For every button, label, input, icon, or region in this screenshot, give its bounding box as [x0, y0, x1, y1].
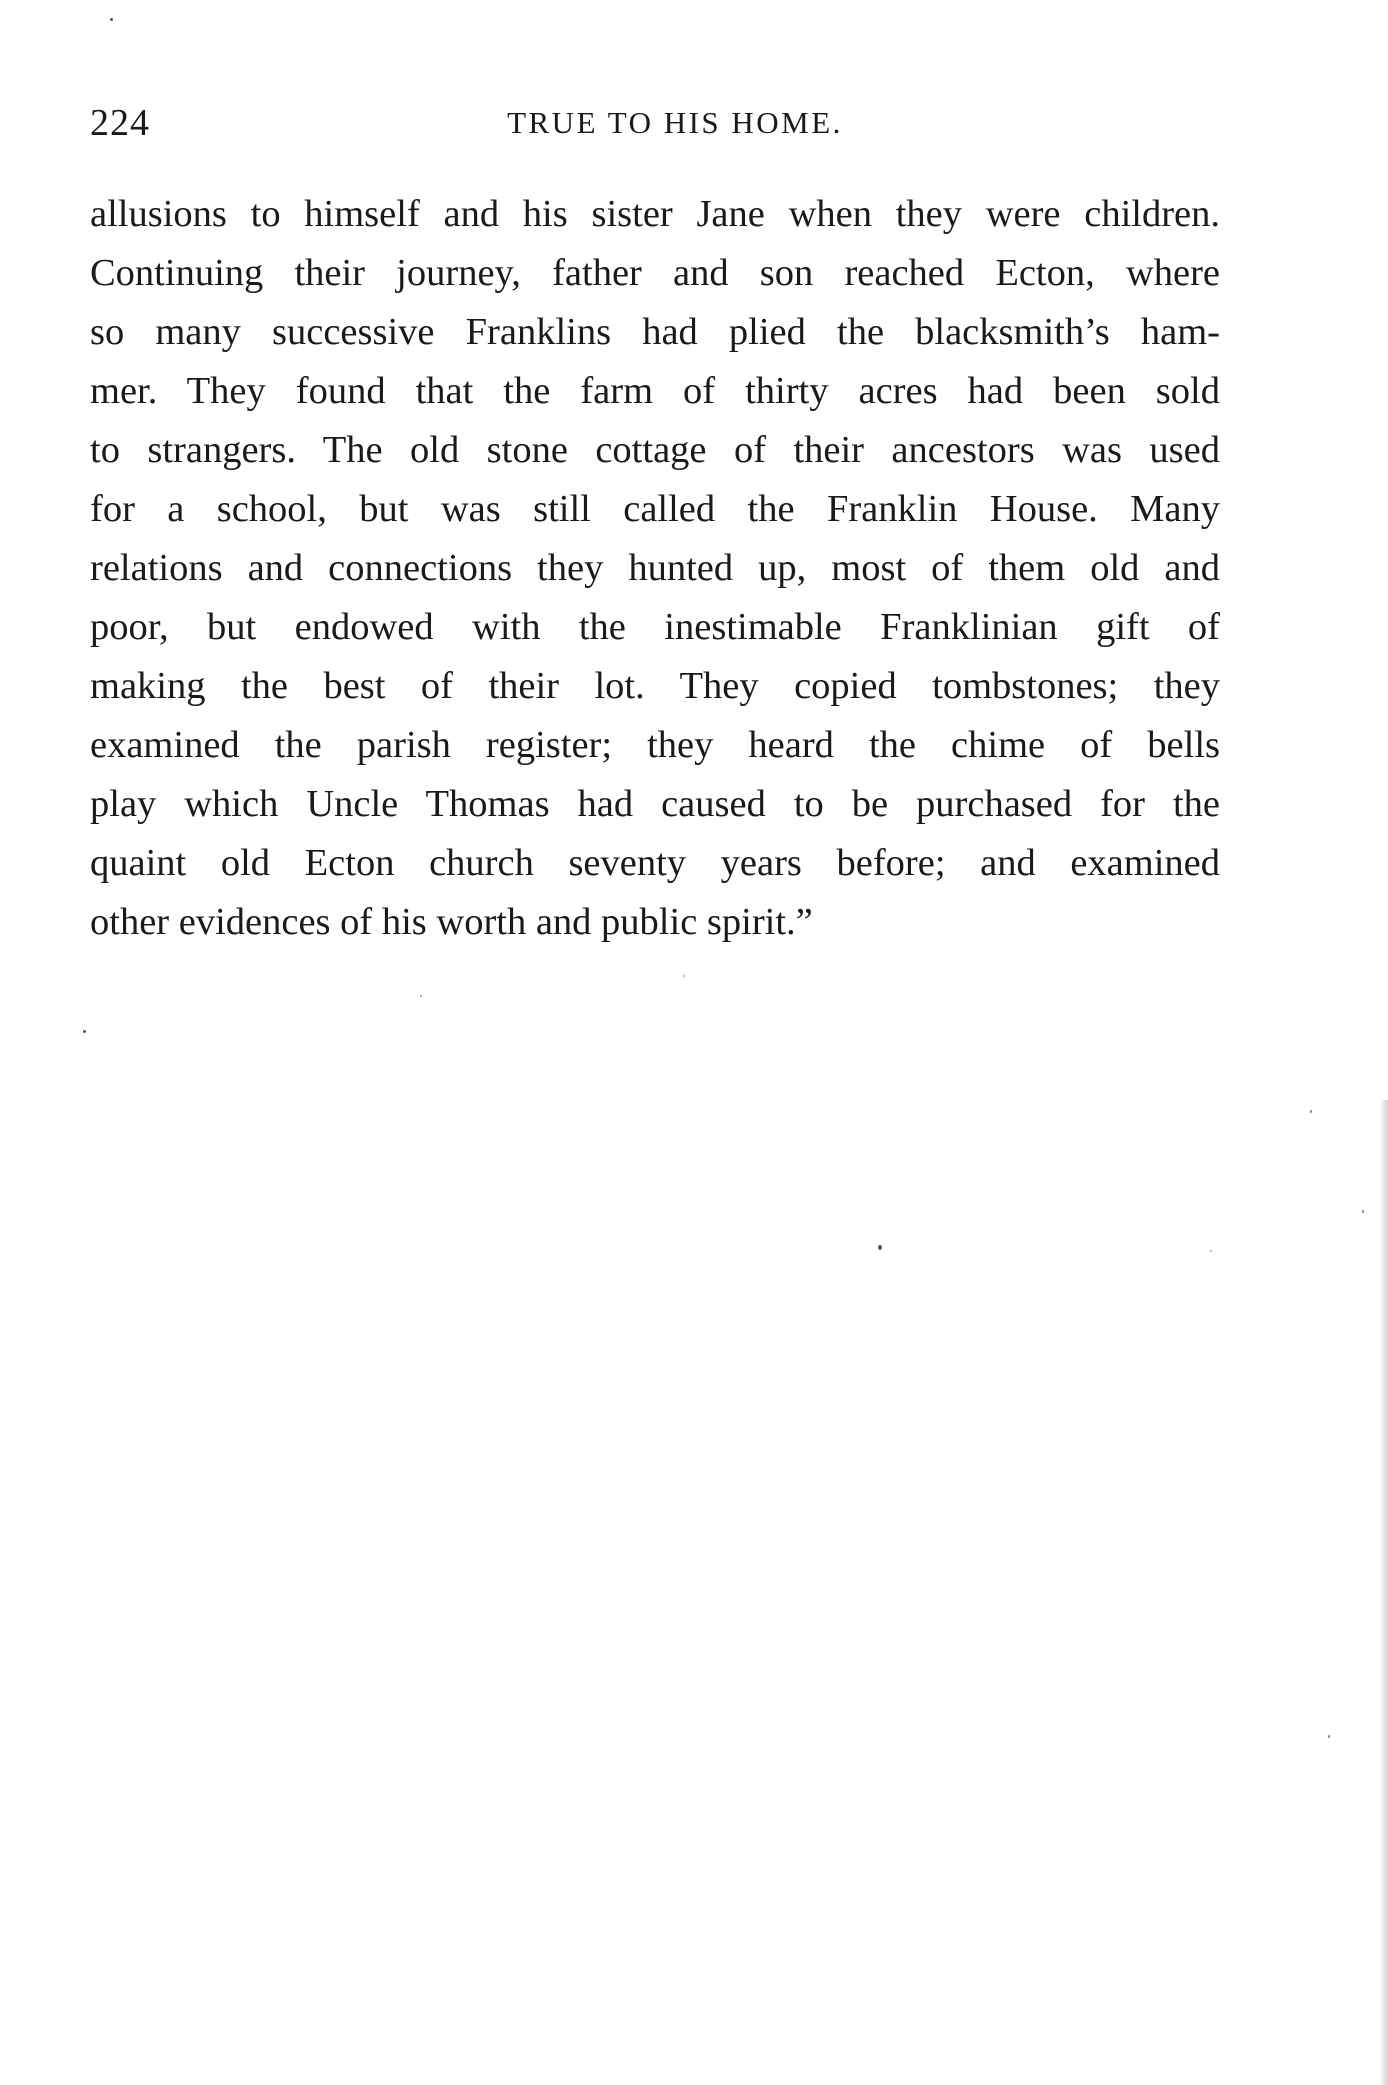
text-line: making the best of their lot. They copied tombstones; they: [90, 665, 1220, 707]
scan-speck: [110, 18, 113, 21]
text-line: relations and connections they hunted up, most of them old and: [90, 547, 1220, 589]
text-line: Continuing their journey, father and son reached Ecton, where: [90, 252, 1220, 294]
scan-speck: [1310, 1110, 1312, 1113]
text-line: quaint old Ecton church seventy years before; and examined: [90, 842, 1220, 884]
text-line: to strangers. The old stone cottage of their ancestors was used: [90, 429, 1220, 471]
scan-speck: [878, 1245, 882, 1250]
page-edge-shadow: [1380, 1100, 1388, 2085]
scan-speck: [1210, 1250, 1212, 1252]
text-line: for a school, but was still called the Franklin House. Many: [90, 488, 1220, 530]
running-head: [90, 98, 1220, 148]
scan-speck: [1362, 1210, 1364, 1213]
scan-speck: [420, 995, 422, 997]
scan-speck: [683, 975, 685, 977]
scan-speck: [1328, 1735, 1330, 1738]
text-line: examined the parish register; they heard the chime of bells: [90, 724, 1220, 766]
scan-speck: [83, 1030, 86, 1033]
text-line: so many successive Franklins had plied the blacksmith’s ham-: [90, 311, 1220, 353]
text-line: mer. They found that the farm of thirty acres had been sold: [90, 370, 1220, 412]
text-line: allusions to himself and his sister Jane when they were children.: [90, 193, 1220, 235]
text-line: poor, but endowed with the inestimable Franklinian gift of: [90, 606, 1220, 648]
body-paragraph: [90, 185, 1220, 952]
running-title: TRUE TO HIS HOME.: [507, 105, 843, 140]
text-line: play which Uncle Thomas had caused to be purchased for the: [90, 783, 1220, 825]
text-line: other evidences of his worth and public spirit.”: [90, 901, 813, 943]
page-number: 224: [90, 102, 150, 144]
